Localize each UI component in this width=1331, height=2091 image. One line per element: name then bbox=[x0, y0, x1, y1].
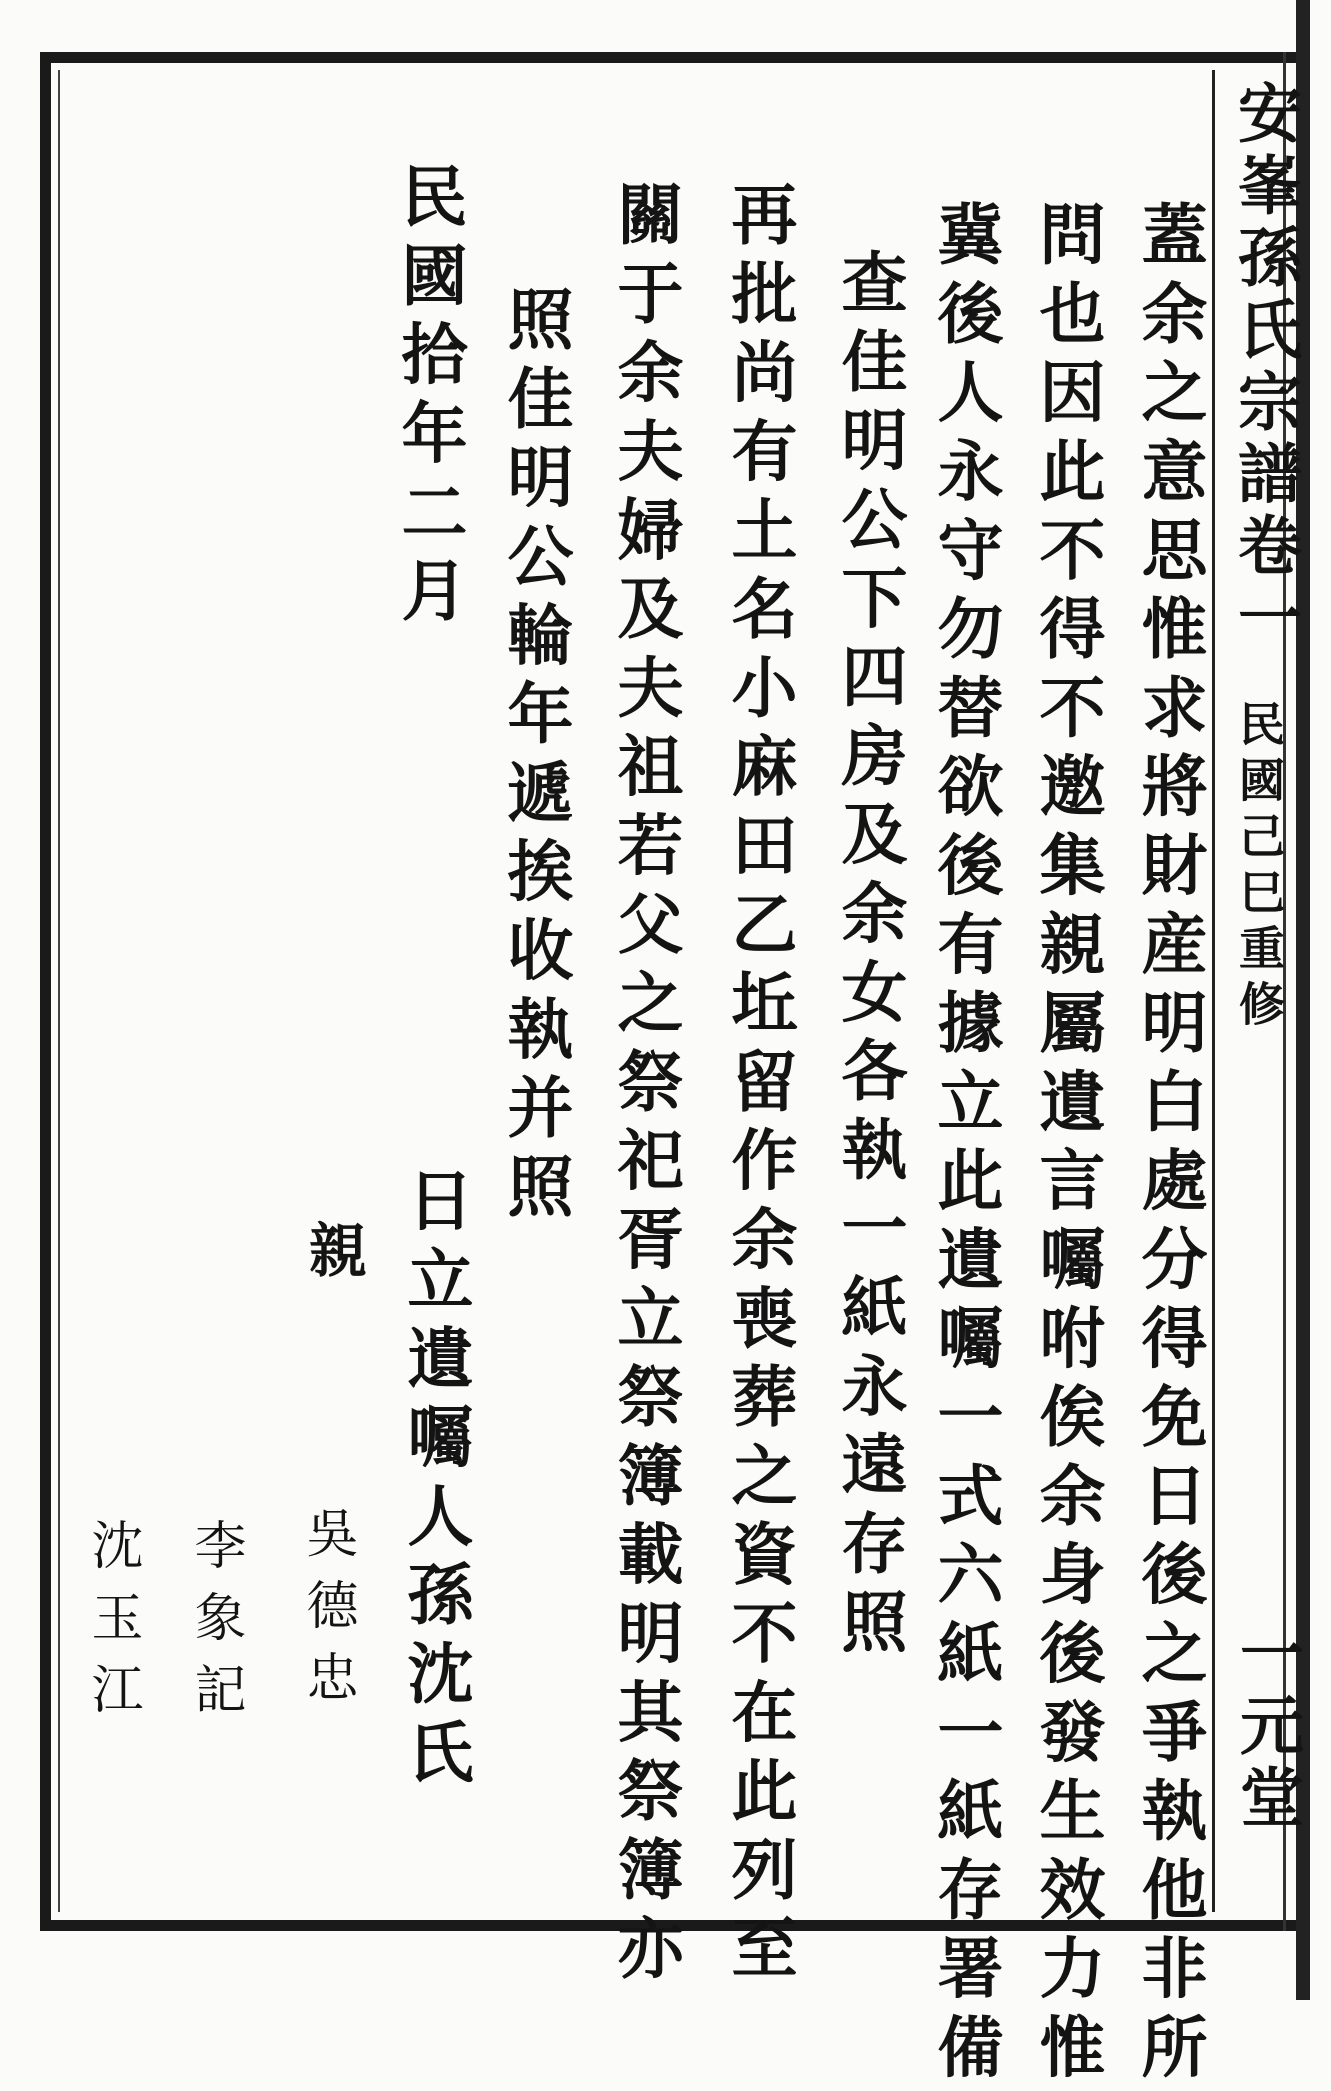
text-column-7: 照佳明公輪年遞挨收執并照 bbox=[496, 285, 574, 1231]
header-divider bbox=[1212, 70, 1215, 1912]
witness-name-3: 沈玉江 bbox=[82, 1518, 142, 1734]
edition-note: 民國己巳重修 bbox=[1232, 700, 1286, 1036]
date-column: 民國拾年二月 bbox=[390, 162, 468, 635]
border-left-inner bbox=[58, 70, 60, 1912]
signatory-column: 日立遺囑人孫沈氏 bbox=[396, 1166, 474, 1797]
witness-label: 親 bbox=[299, 1220, 367, 1291]
text-column-2: 問也因此不得不邀集親屬遺言囑咐俟余身後發生效力惟 bbox=[1028, 200, 1106, 2091]
witness-name-2: 李象記 bbox=[185, 1518, 245, 1734]
text-column-3: 冀後人永守勿替欲後有據立此遺囑一式六紙一紙存署備 bbox=[926, 200, 1004, 2091]
hall-name: 一元堂 bbox=[1229, 1620, 1304, 1836]
text-column-1: 蓋余之意思惟求將財産明白處分得免日後之爭執他非所 bbox=[1130, 200, 1208, 2091]
text-column-4: 查佳明公下四房及余女各執一紙永遠存照 bbox=[830, 248, 908, 1667]
witness-name-1: 吳德忠 bbox=[297, 1506, 357, 1722]
book-title: 安峯孫氏宗譜卷一 bbox=[1227, 80, 1302, 656]
border-left bbox=[40, 52, 51, 1931]
text-column-6: 關于余夫婦及夫祖若父之祭祀胥立祭簿載明其祭簿亦 bbox=[606, 180, 684, 1993]
text-column-5: 再批尚有土名小麻田乙坵留作余喪葬之資不在此列至 bbox=[720, 180, 798, 1993]
border-top bbox=[40, 52, 1300, 63]
